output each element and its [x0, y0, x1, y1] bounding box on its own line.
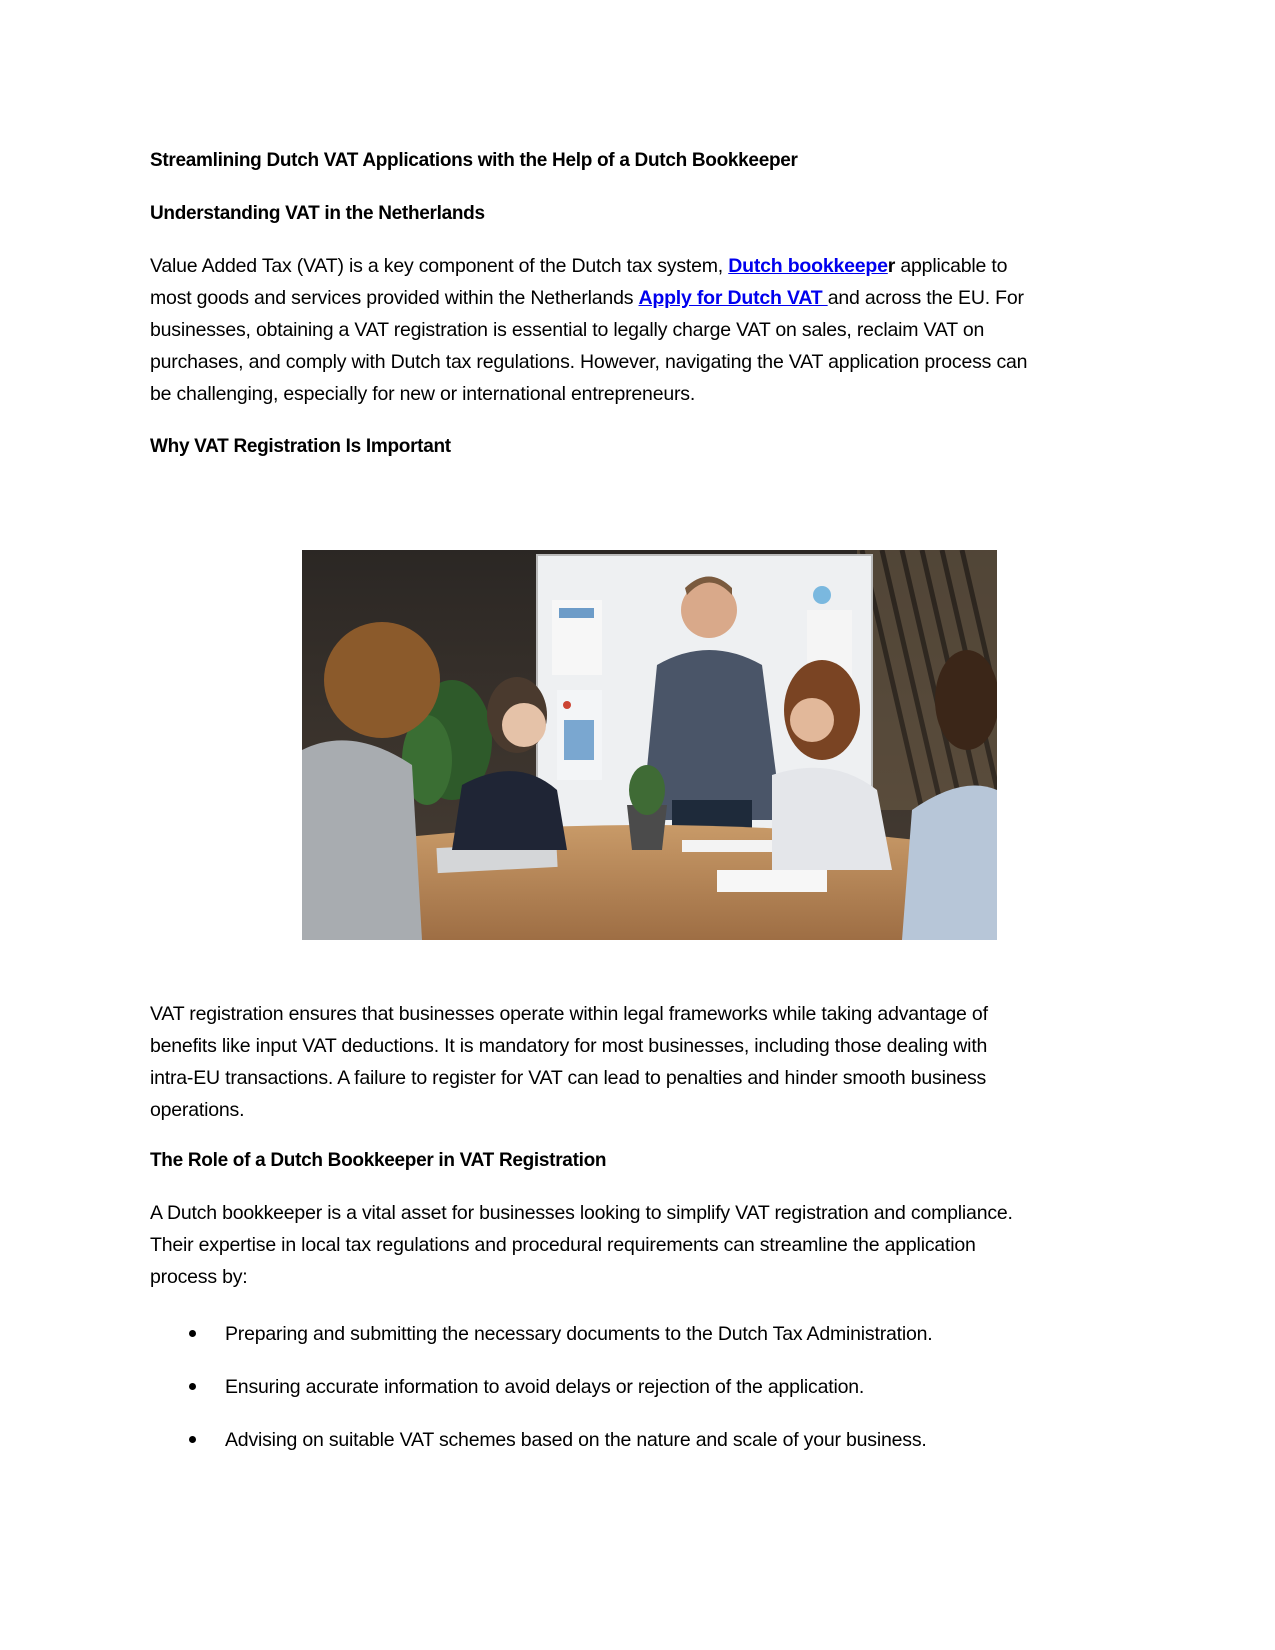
apply-for-dutch-vat-link[interactable]: Apply for Dutch VAT	[638, 287, 828, 309]
paragraph-line: VAT registration ensures that businesses operate within legal frameworks while taking advantage of	[150, 1003, 988, 1025]
paragraph-line: be challenging, especially for new or international entrepreneurs.	[150, 383, 696, 405]
paragraph-line: intra-EU transactions. A failure to register for VAT can lead to penalties and hinder smooth business	[150, 1067, 987, 1089]
document-title: Streamlining Dutch VAT Applications with the Help of a Dutch Bookkeeper	[150, 150, 798, 171]
paragraph-line: A Dutch bookkeeper is a vital asset for businesses looking to simplify VAT registration and compliance.	[150, 1202, 1013, 1224]
paragraph-line: purchases, and comply with Dutch tax regulations. However, navigating the VAT application process can	[150, 351, 1028, 373]
bullet-icon	[189, 1383, 196, 1390]
list-item: Advising on suitable VAT schemes based on the nature and scale of your business.	[150, 1424, 933, 1477]
bullet-icon	[189, 1330, 196, 1337]
section-heading-role-of-bookkeeper: The Role of a Dutch Bookkeeper in VAT Registration	[150, 1150, 607, 1171]
meeting-photo-illustration	[302, 550, 997, 940]
list-item: Preparing and submitting the necessary documents to the Dutch Tax Administration.	[150, 1318, 933, 1371]
paragraph-line: Their expertise in local tax regulations and procedural requirements can streamline the application	[150, 1234, 976, 1256]
list-item: Ensuring accurate information to avoid delays or rejection of the application.	[150, 1371, 933, 1424]
paragraph-understanding-vat	[150, 250, 1130, 410]
meeting-photo	[302, 550, 997, 940]
paragraph-line: businesses, obtaining a VAT registration is essential to legally charge VAT on sales, reclaim VAT on	[150, 319, 985, 341]
paragraph-why-vat	[150, 998, 1130, 1126]
bullet-list	[150, 1318, 933, 1477]
paragraph-role-of-bookkeeper	[150, 1197, 1130, 1293]
section-heading-why-vat: Why VAT Registration Is Important	[150, 436, 451, 457]
paragraph-line: operations.	[150, 1099, 245, 1121]
section-heading-understanding-vat: Understanding VAT in the Netherlands	[150, 203, 485, 224]
paragraph-line: process by:	[150, 1266, 248, 1288]
paragraph-line: benefits like input VAT deductions. It is mandatory for most businesses, including those dealing with	[150, 1035, 988, 1057]
paragraph-line: Value Added Tax (VAT) is a key component of the Dutch tax system, Dutch bookkeeper applicable to	[150, 255, 1008, 277]
paragraph-line: most goods and services provided within the Netherlands Apply for Dutch VAT and across the EU. For	[150, 287, 1024, 309]
bullet-icon	[189, 1436, 196, 1443]
dutch-bookkeeper-link[interactable]: Dutch bookkeepe	[728, 255, 888, 277]
